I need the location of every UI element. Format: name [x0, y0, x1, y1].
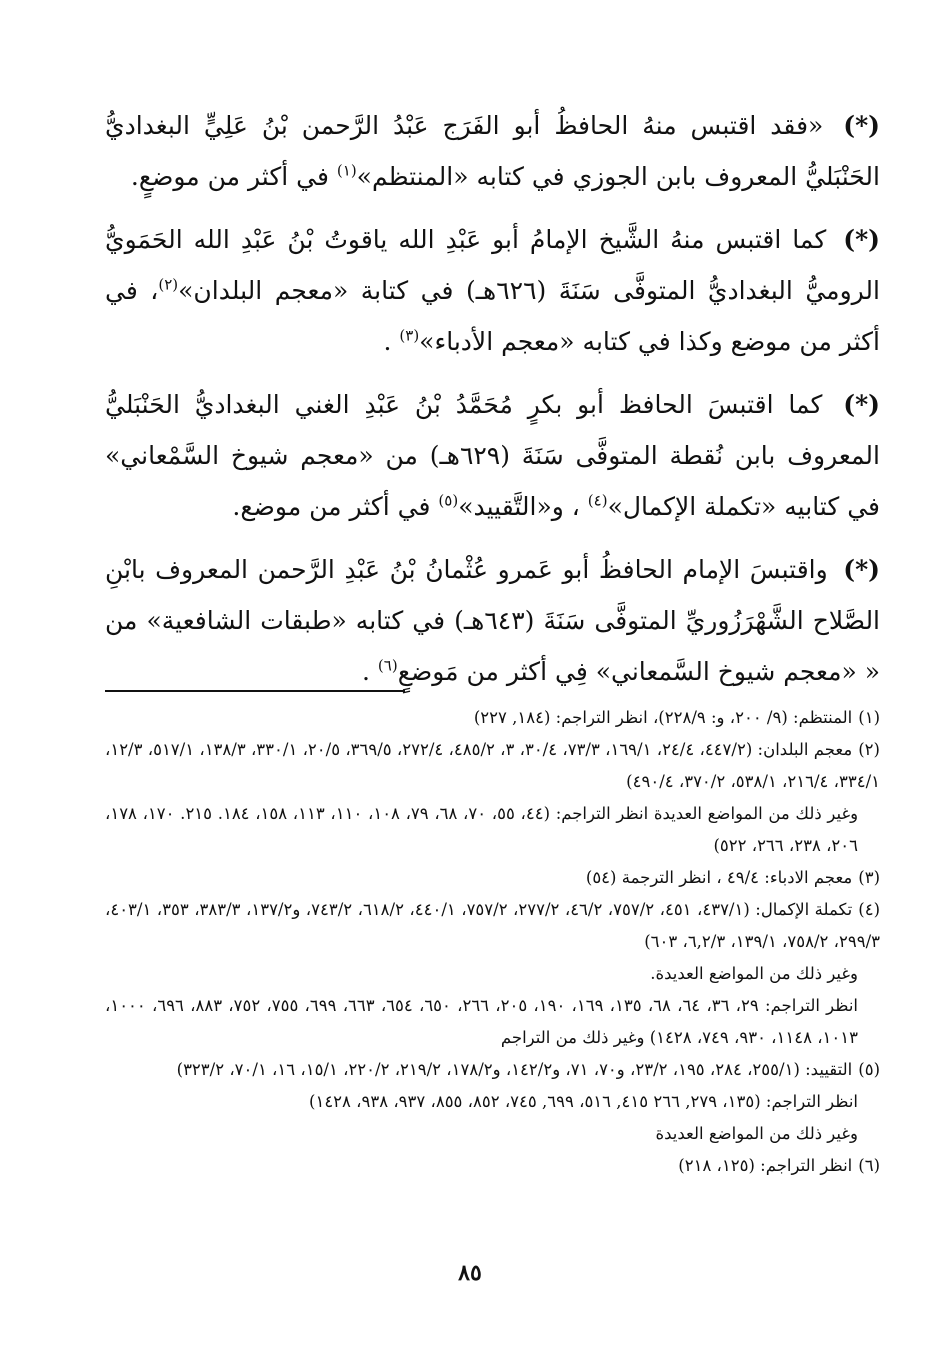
footnote-text: معجم البلدان: (٤٤٧/٢، ٢٤/٤، ١٦٩/١، ٧٣/٣، ٣٠/٤، ٣، ٤٨٥/٢، ٢٧٢/٤، ٣٦٩/٥، ٢٠/٥، ٣٣٠/١، ١٣٨/٣، ٥١٧/١، ١٢/٣، ٣٣٤/١، ٢١٦/٤، ٥٣٨/١، ٣٧٠/٢، ٤٩٠/٤): [105, 740, 880, 791]
footnote-5-cont: [105, 1118, 880, 1150]
footnote-text: وغير ذلك من المواضع العديدة: [655, 1124, 858, 1143]
footnote-4-cont: [105, 990, 880, 1054]
star-marker: (*): [843, 111, 880, 140]
footnote-2-cont: [105, 798, 880, 862]
footnote-text: معجم الادباء: ٤٩/٤ ، انظر الترجمة (٥٤): [585, 868, 853, 887]
page-body: [105, 100, 881, 1175]
footnote-text: وغير ذلك من المواضع العديدة.: [650, 964, 858, 983]
footnote-ref[interactable]: (١): [336, 161, 357, 180]
footnote-4-cont: [105, 958, 880, 990]
footnote-text: المنتظم: (٩/ ٢٠٠، و: ٢٢٨/٩)، انظر التراجم: (١٨٤, ٢٢٧): [473, 708, 853, 727]
star-marker: (*): [843, 390, 880, 419]
footnote-5: [105, 1054, 880, 1086]
paragraph-text: كما اقتبسَ الحافظ أبو بكرٍ مُحَمَّدُ بْنُ عَبْدِ الغني البغداديُّ الحَنْبَليُّ المعروف بابن نُقطة المتوفَّى سَنَةَ (٦٢٩هـ) من «معجم شيوخ السَّمْعاني» في كتابيه «تكملة الإكمال»: [105, 390, 880, 521]
footnote-number: (٢): [858, 740, 880, 759]
footnote-2: [105, 734, 880, 798]
footnote-text: تكملة الإكمال: (٤٣٧/١، ٤٥١، ٧٥٧/٢، ٤٦/٢، ٢٧٧/٢، ٧٥٧/٢، ٤٤٠/١، ٦١٨/٢، ٧٤٣/٢، و١٣٧/٢، ٣٨٣/٣، ٣٥٣، ٤٠٣/١، ٢٩٩/٣، ٧٥٨/٢، ١٣٩/١، ٦,٢/٣، ٦٠٣): [105, 900, 880, 951]
footnote-5-cont: [105, 1086, 880, 1118]
footnote-ref[interactable]: (٦): [377, 656, 398, 675]
footnote-number: (٦): [858, 1156, 880, 1175]
footnote-1: [105, 702, 880, 734]
footnote-ref[interactable]: (٥): [438, 491, 459, 510]
footnote-number: (٤): [858, 900, 880, 919]
paragraph-tail: ، و«التَّقييد»: [458, 492, 588, 521]
footnote-ref[interactable]: (٤): [587, 491, 608, 510]
footnote-3: [105, 862, 880, 894]
paragraph-tail: في أكثر من موضع.: [232, 492, 439, 521]
paragraph-tail: .: [362, 657, 378, 686]
paragraph-text: كما اقتبس منهُ الشَّيخ الإمامُ أبو عَبْدِ الله ياقوتُ بْنُ عَبْدِ الله الحَمَويُّ الروميُّ البغداديُّ المتوفَّى سَنَةَ (٦٢٦هـ) في كتابة «معجم البلدان»: [105, 225, 880, 305]
paragraph-tail: ، في أكثر من موضع وكذا في كتابه «معجم الأدباء»: [105, 276, 880, 356]
footnote-ref[interactable]: (٣): [399, 326, 420, 345]
footnote-text: التقييد: (٢٥٥/١، ٢٨٤، ١٩٥، ٢٣/٢، و٧٠، ٧١، و١٤٢/٢، و١٧٨/٢، ٢١٩/٢، ٢٢٠/٢، ١٥/١، ١٦، ٧٠/١، ٣٢٣/٢): [176, 1060, 853, 1079]
footnote-divider: [105, 690, 405, 692]
footnote-text: وغير ذلك من المواضع العديدة انظر التراجم: (٤٤، ٥٥، ٧٠، ٦٨، ٧٩، ١٠٨، ١١٠، ١١٣، ١٥٨، ١٨٤. ٢١٥. ١٧٠، ١٧٨، ٢٠٦، ٢٣٨، ٢٦٦، ٥٢٢): [105, 804, 859, 855]
paragraph-tail: في أكثر من موضعٍ.: [130, 162, 337, 191]
footnotes: [105, 702, 880, 1182]
paragraph-3: [105, 379, 880, 532]
footnote-ref[interactable]: (٢): [158, 275, 179, 294]
footnote-4: [105, 894, 880, 958]
paragraph-1: [105, 100, 880, 202]
footnote-number: (٥): [858, 1060, 880, 1079]
paragraph-2: [105, 214, 880, 367]
footnote-number: (٣): [858, 868, 880, 887]
paragraph-text: «فقد اقتبس منهُ الحافظُ أبو الفَرَج عَبْدُ الرَّحمن بْنُ عَلِيٍّ البغداديُّ الحَنْبَليُّ المعروف بابن الجوزي في كتابه «المنتظم»: [105, 111, 880, 191]
footnote-text: انظر التراجم: (١٣٥، ٢٧٩, ٢٦٦ ٤١٥, ٥١٦، ٦٩٩, ٧٤٥، ٨٥٢، ٨٥٥، ٩٣٧، ٩٣٨، ١٤٢٨): [309, 1092, 858, 1111]
page-number: ٨٥: [458, 1260, 482, 1286]
paragraph-tail: .: [383, 327, 400, 356]
star-marker: (*): [843, 225, 880, 254]
star-marker: (*): [843, 555, 881, 584]
paragraph-text: واقتبسَ الإمام الحافظُ أبو عَمرو عُثْمانُ بْنُ عَبْدِ الرَّحمن المعروف بابْنِ الصَّلاح الشَّهْرَزُوريِّ المتوفَّى سَنَةَ (٦٤٣هـ) في كتابه «طبقات الشافعية» من « «معجم شيوخ السَّمعاني» فِي أكثر من مَوضعٍ: [105, 555, 881, 686]
footnote-number: (١): [858, 708, 880, 727]
footnote-text: انظر التراجم: (١٢٥، ٢١٨): [678, 1156, 853, 1175]
footnote-6: [105, 1150, 880, 1182]
footnote-text: انظر التراجم: ٢٩، ٣٦، ٦٤، ٦٨، ١٣٥، ١٦٩، ١٩٠، ٢٠٥، ٢٦٦، ٦٥٠، ٦٥٤، ٦٦٣، ٦٩٩، ٧٥٥، ٧٥٢، ٨٨٣، ٦٩٦، ١٠٠٠، ١٠١٣، ١١٤٨، ٩٣٠، ٧٤٩، ١٤٢٨) وغير ذلك من التراجم: [105, 996, 858, 1047]
paragraph-4: [105, 544, 880, 697]
